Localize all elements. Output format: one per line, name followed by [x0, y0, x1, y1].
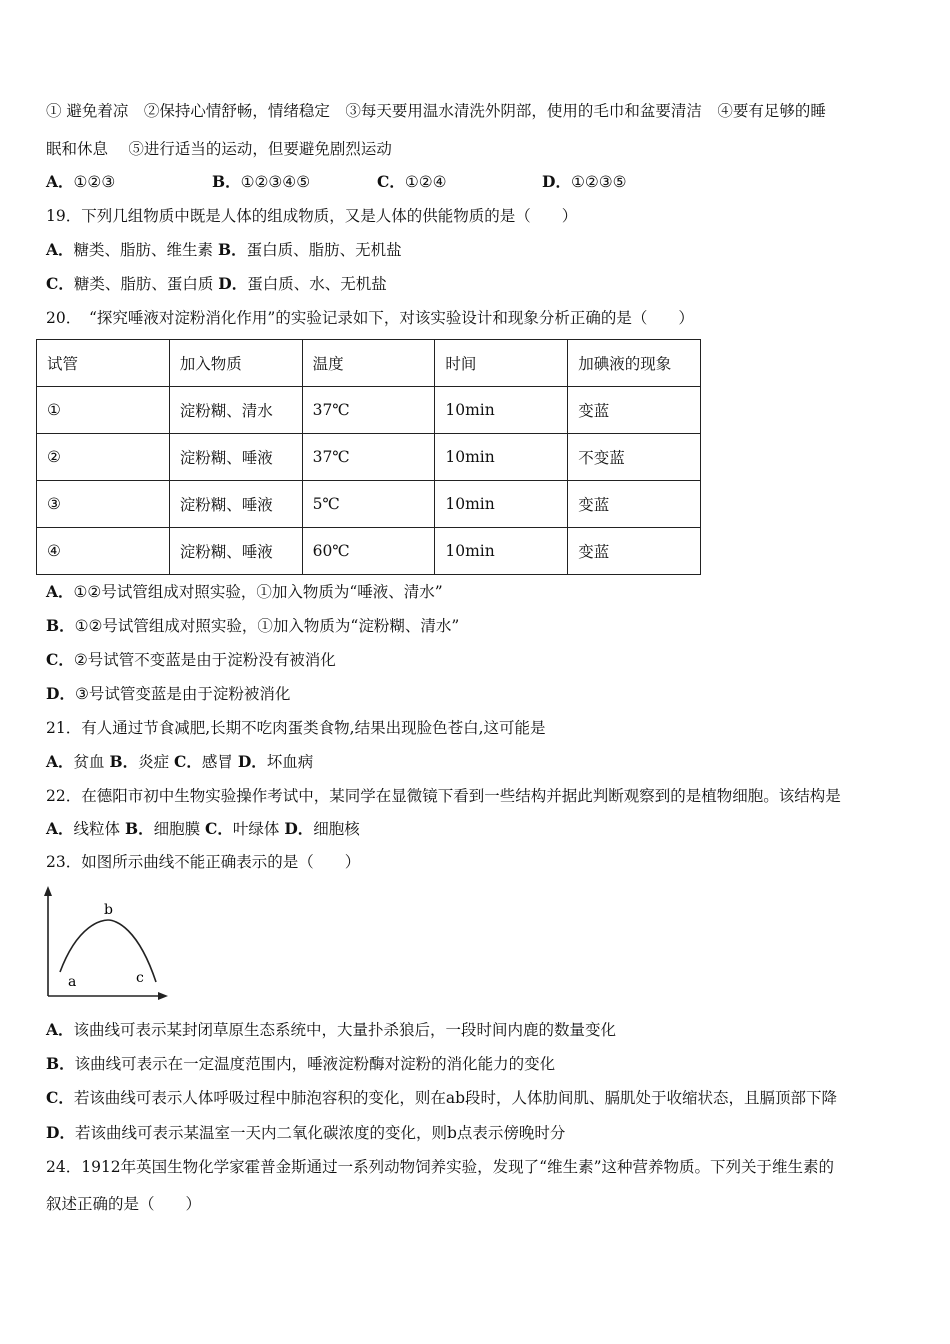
table-cell: 60℃	[302, 528, 435, 575]
q19-option-d[interactable]: D．蛋白质、水、无机盐	[218, 274, 387, 293]
q19-option-c[interactable]: C．糖类、脂肪、蛋白质	[46, 274, 214, 293]
table-cell: ④	[37, 528, 170, 575]
q18-option-c[interactable]: C．①②④	[377, 172, 447, 191]
q23-option-a[interactable]: A．该曲线可表示某封闭草原生态系统中，大量扑杀狼后，一段时间内鹿的数量变化	[46, 1020, 617, 1039]
q23-option-c[interactable]: C．若该曲线可表示人体呼吸过程中肺泡容积的变化，则在ab段时，人体肋间肌、膈肌处于收缩状态，且膈顶部下降	[46, 1088, 838, 1107]
graph-label-b: b	[104, 902, 113, 918]
table-cell: ③	[37, 481, 170, 528]
table-cell: 淀粉糊、唾液	[169, 481, 302, 528]
q18-option-d[interactable]: D．①②③⑤	[542, 172, 627, 191]
table-cell: 5℃	[302, 481, 435, 528]
table-cell: 不变蓝	[568, 434, 701, 481]
table-cell: 37℃	[302, 434, 435, 481]
table-row	[37, 481, 701, 528]
graph-y-arrow	[44, 886, 52, 896]
table-cell: 变蓝	[568, 528, 701, 575]
table-header-cell: 加碘液的现象	[568, 340, 701, 387]
q18-option-b[interactable]: B．①②③④⑤	[212, 172, 311, 191]
table-row	[37, 434, 701, 481]
q21-option-b[interactable]: B．炎症	[109, 752, 170, 771]
q20-stem: 20． “探究唾液对淀粉消化作用”的实验记录如下，对该实验设计和现象分析正确的是（ ）	[46, 309, 694, 327]
q21-stem: 21．有人通过节食减肥,长期不吃肉蛋类食物,结果出现脸色苍白,这可能是	[46, 719, 546, 737]
table-row	[37, 528, 701, 575]
table-cell: 淀粉糊、唾液	[169, 528, 302, 575]
q21-option-c[interactable]: C．感冒	[174, 752, 233, 771]
q23-option-d[interactable]: D．若该曲线可表示某温室一天内二氧化碳浓度的变化，则b点表示傍晚时分	[46, 1123, 566, 1142]
table-cell: 10min	[435, 387, 568, 434]
q22-stem: 22．在德阳市初中生物实验操作考试中，某同学在显微镜下看到一些结构并据此判断观察到的是植物细胞。该结构是	[46, 787, 841, 805]
table-header-cell: 时间	[435, 340, 568, 387]
table-cell: ①	[37, 387, 170, 434]
q23-stem: 23．如图所示曲线不能正确表示的是（ ）	[46, 853, 361, 871]
q22-option-d[interactable]: D．细胞核	[284, 819, 360, 838]
q19-options-row2	[46, 274, 387, 294]
graph-label-a: a	[68, 974, 77, 990]
table-cell: 10min	[435, 528, 568, 575]
table-header-cell: 试管	[37, 340, 170, 387]
q21-options	[46, 752, 313, 772]
q19-options-row1	[46, 240, 402, 260]
q22-option-a[interactable]: A．线粒体	[46, 819, 121, 838]
table-cell: 变蓝	[568, 387, 701, 434]
q18-line1: ① 避免着凉 ②保持心情舒畅，情绪稳定 ③每天要用温水清洗外阴部，使用的毛巾和盆要清洁 ④要有足够的睡	[46, 102, 826, 120]
q20-option-a[interactable]: A．①②号试管组成对照实验，①加入物质为“唾液、清水”	[46, 582, 443, 601]
q18-options	[46, 172, 627, 192]
table-cell: 10min	[435, 481, 568, 528]
q22-option-b[interactable]: B．细胞膜	[124, 819, 201, 838]
table-header-row	[37, 340, 701, 387]
q22-option-c[interactable]: C．叶绿体	[205, 819, 280, 838]
q20-option-d[interactable]: D．③号试管变蓝是由于淀粉被消化	[46, 684, 291, 703]
q24-line1: 24．1912年英国生物化学家霍普金斯通过一系列动物饲养实验，发现了“维生素”这种营养物质。下列关于维生素的	[46, 1158, 835, 1176]
q21-option-a[interactable]: A．贫血	[46, 752, 105, 771]
q23-option-b[interactable]: B．该曲线可表示在一定温度范围内，唾液淀粉酶对淀粉的消化能力的变化	[46, 1054, 556, 1073]
graph-x-arrow	[158, 992, 168, 1000]
q19-option-b[interactable]: B．蛋白质、脂肪、无机盐	[217, 240, 402, 259]
q18-option-a[interactable]: A．①②③	[46, 172, 116, 191]
q21-option-d[interactable]: D．坏血病	[237, 752, 314, 771]
q19-stem: 19．下列几组物质中既是人体的组成物质，又是人体的供能物质的是（ ）	[46, 207, 578, 225]
q20-option-c[interactable]: C．②号试管不变蓝是由于淀粉没有被消化	[46, 650, 336, 669]
table-cell: 淀粉糊、清水	[169, 387, 302, 434]
table-cell: 37℃	[302, 387, 435, 434]
q22-options	[46, 819, 360, 839]
table-header-cell: 加入物质	[169, 340, 302, 387]
table-cell: ②	[37, 434, 170, 481]
graph-label-c: c	[136, 970, 144, 986]
table-header-cell: 温度	[302, 340, 435, 387]
q19-option-a[interactable]: A．糖类、脂肪、维生素	[46, 240, 214, 259]
table-cell: 变蓝	[568, 481, 701, 528]
q24-line2: 叙述正确的是（ ）	[46, 1195, 202, 1213]
table-cell: 淀粉糊、唾液	[169, 434, 302, 481]
curve-graph	[38, 884, 173, 1004]
q18-line2: 眠和休息 ⑤进行适当的运动，但要避免剧烈运动	[46, 140, 392, 158]
experiment-table	[36, 339, 701, 575]
table-row	[37, 387, 701, 434]
table-cell: 10min	[435, 434, 568, 481]
q20-option-b[interactable]: B．①②号试管组成对照实验，①加入物质为“淀粉糊、清水”	[46, 616, 460, 635]
